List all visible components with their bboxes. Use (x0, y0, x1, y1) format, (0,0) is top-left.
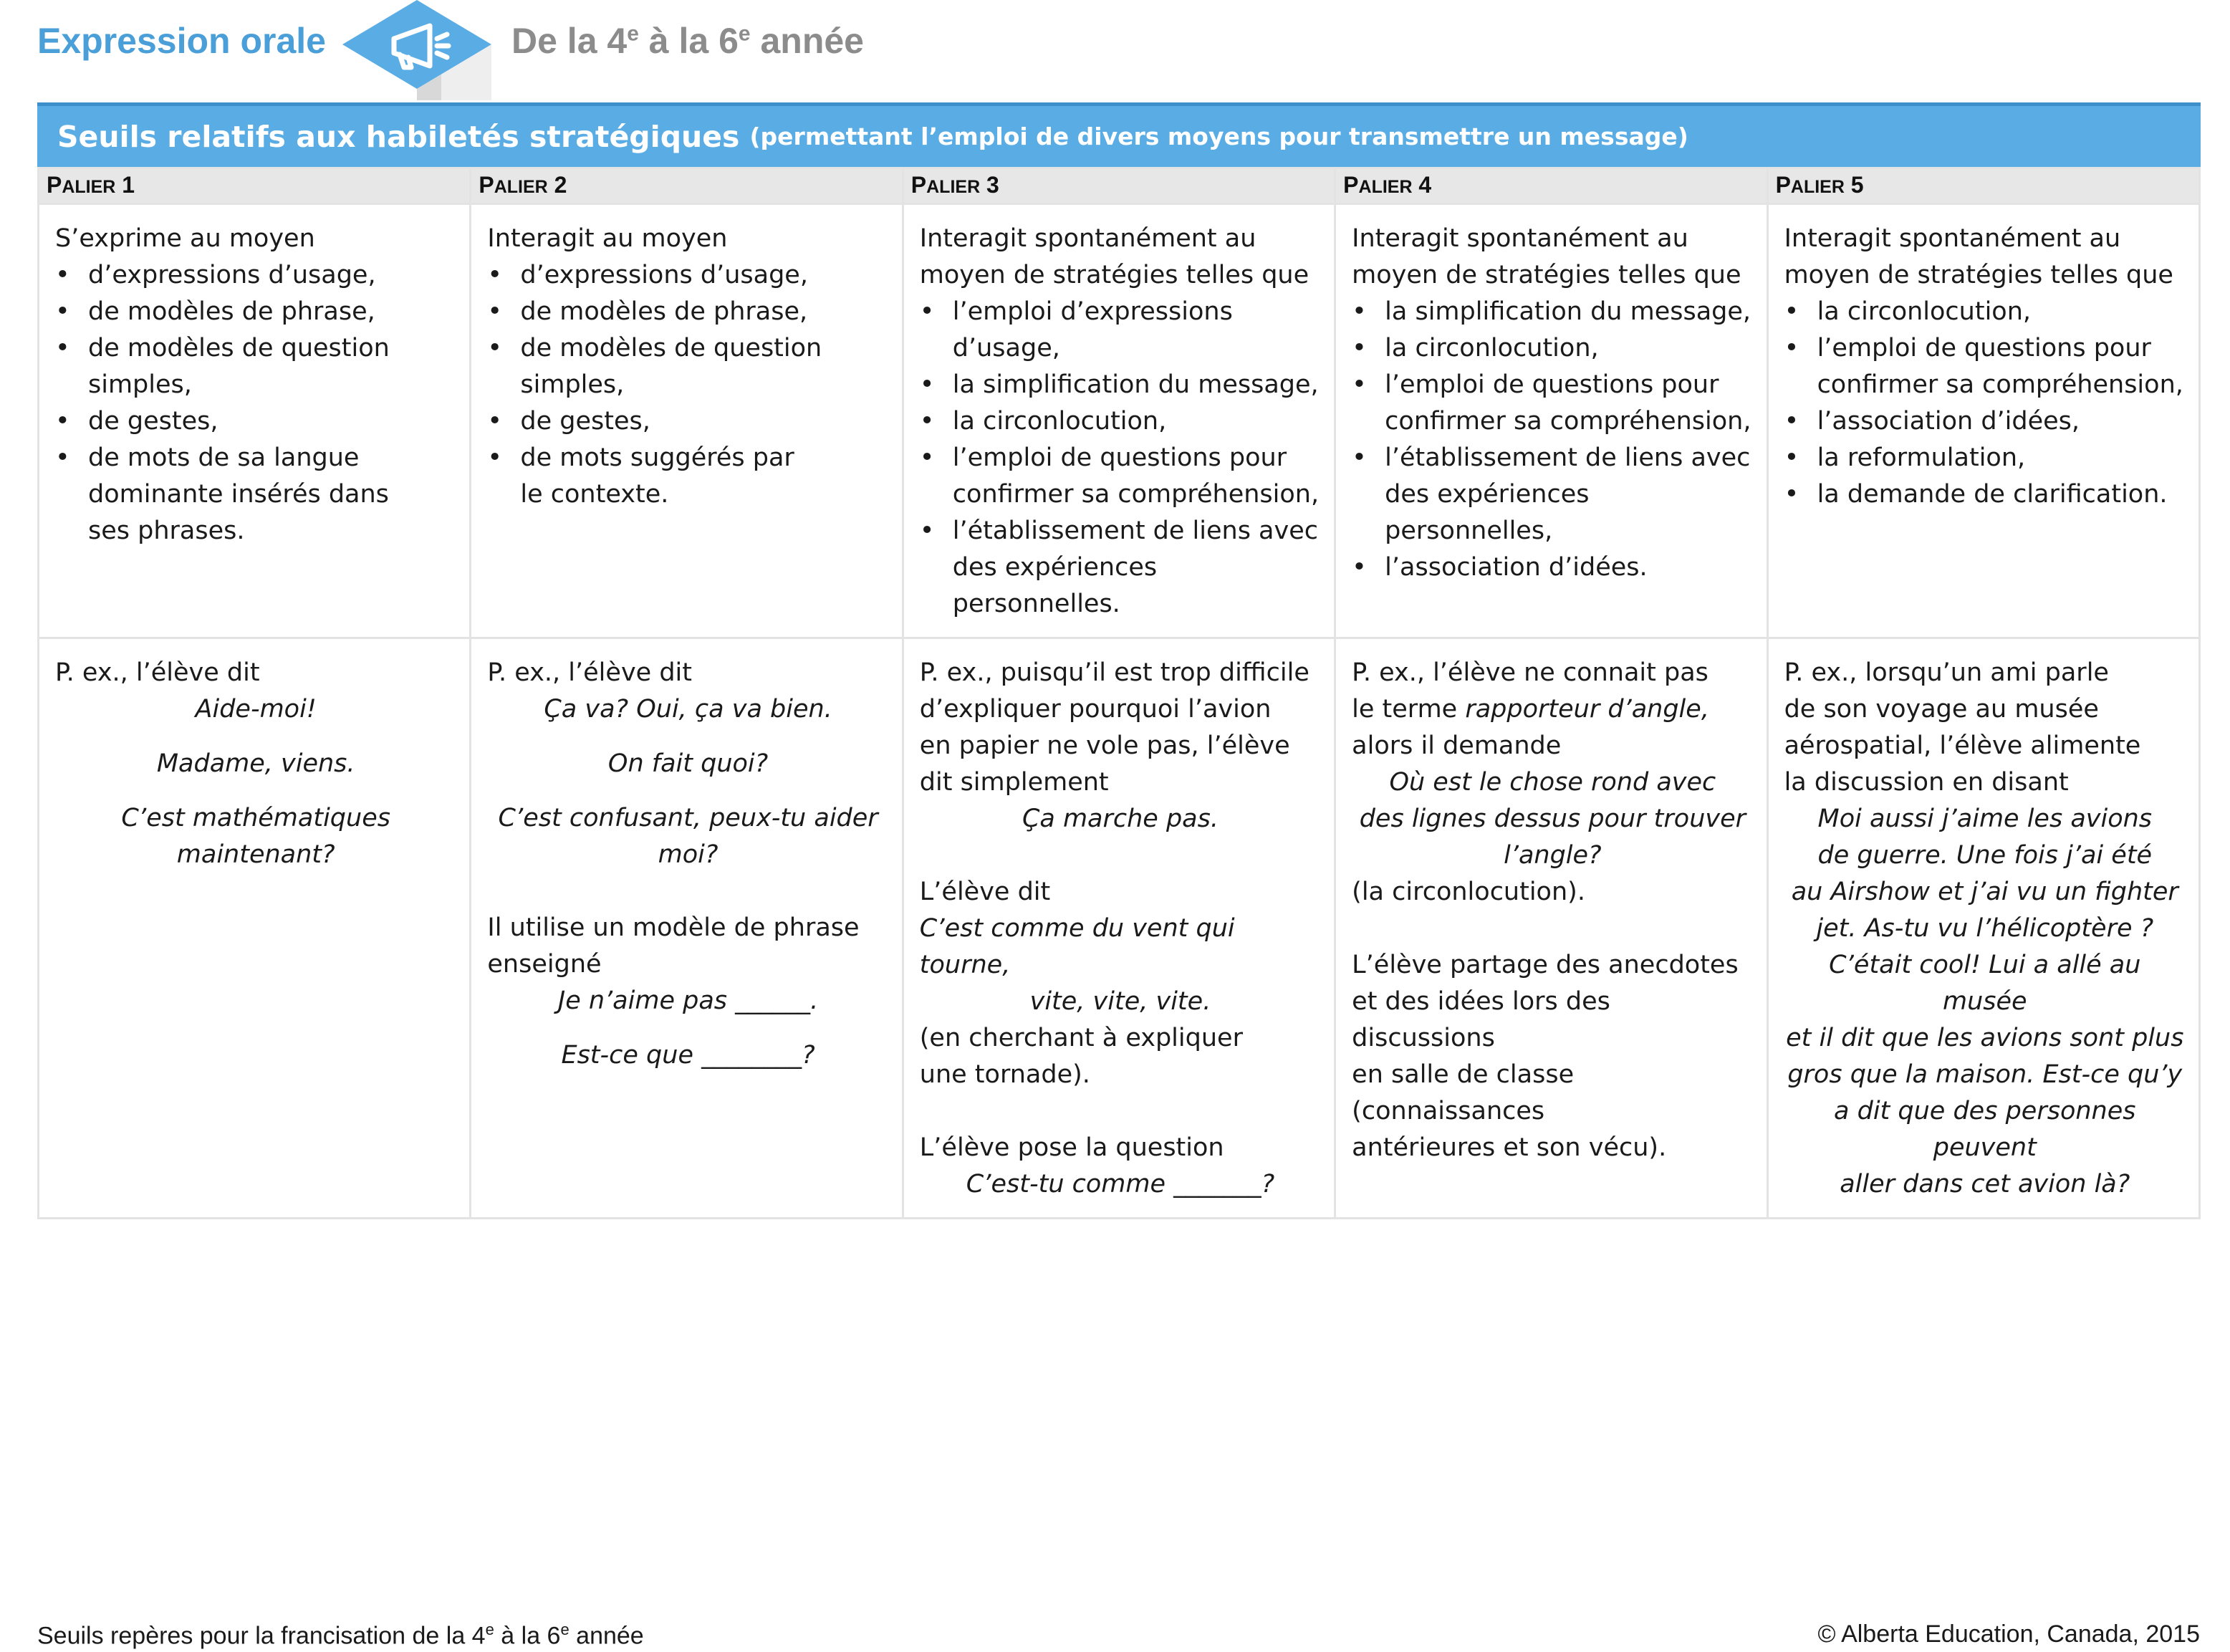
palier-label: ALIER (62, 177, 116, 197)
example-text-line: la discussion en disant (1784, 768, 2069, 797)
bullet-item (1784, 476, 2186, 513)
bullet-icon: • (919, 297, 935, 326)
bullet-item (1784, 294, 2186, 330)
palier-label: ALIER (926, 177, 981, 197)
bullet-item (920, 367, 1321, 403)
cell-intro: moyen de stratégies telles que (1784, 261, 2173, 289)
example-quote-line: C’est comme du vent qui tourne, (919, 914, 1235, 979)
bullet-item (55, 330, 456, 403)
examples-cell-1 (39, 638, 471, 1219)
example-text-line: enseigné (487, 950, 602, 979)
example-quote-line: C’est mathématiques (121, 804, 390, 832)
examples-cell-2 (471, 638, 903, 1219)
blank-line (1352, 911, 1753, 947)
bullet-item (487, 294, 888, 330)
grade-range-text: De la 4 (511, 21, 628, 61)
cell-intro: moyen de stratégies telles que (1352, 261, 1741, 289)
bullet-item (55, 403, 456, 440)
grade-range-text: année (750, 21, 864, 61)
example-text-line (1352, 691, 1753, 728)
bullet-icon: • (919, 517, 935, 545)
example-quote-line: Où est le chose rond avec (1389, 768, 1716, 797)
bullet-item (55, 440, 456, 549)
footer-text: Seuils repères pour la francisation de la 4 (37, 1622, 486, 1650)
bullet-text (1385, 549, 1647, 586)
bullet-icon: • (1784, 297, 1799, 326)
strategies-cell-2 (471, 204, 903, 638)
bullet-line: la circonlocution, (1385, 334, 1599, 362)
example-quote-line: Ça va? Oui, ça va bien. (544, 695, 832, 724)
strategies-cell-1 (39, 204, 471, 638)
bullet-text (953, 440, 1319, 513)
bullet-line: confirmer sa compréhension, (1817, 370, 2183, 399)
example-quote-line: C’est-tu comme _______? (966, 1170, 1275, 1199)
bullet-icon: • (55, 443, 70, 472)
palier-number: 5 (1850, 172, 1864, 198)
bullet-line: des expériences personnelles, (1385, 480, 1590, 545)
palier-label: ALIER (494, 177, 548, 197)
example-text-line: antérieures et son vécu). (1352, 1133, 1667, 1162)
bullet-item (1352, 440, 1753, 549)
bullet-line: simples, (520, 370, 625, 399)
palier-initial: P (1775, 172, 1791, 198)
bullet-line: la reformulation, (1817, 443, 2026, 472)
footer-document-title (37, 1620, 644, 1650)
bullet-text (520, 330, 822, 403)
cell-intro: moyen de stratégies telles que (919, 261, 1309, 289)
bullet-line: l’association d’idées. (1385, 553, 1648, 582)
bullet-text (88, 257, 376, 294)
palier-number: 1 (122, 172, 135, 198)
grade-range-text: à la 6 (638, 21, 739, 61)
line-gap (55, 782, 456, 800)
bullet-icon: • (1352, 443, 1367, 472)
bullet-item (1784, 330, 2186, 403)
bullet-icon: • (487, 334, 503, 362)
cell-intro: Interagit spontanément au (919, 224, 1256, 253)
example-quote-line: jet. As-tu vu l’hélicoptère ? (1816, 914, 2154, 943)
example-quote-line: de guerre. Une fois j’ai été (1817, 841, 2153, 870)
example-quote-line: maintenant? (176, 840, 335, 869)
bullet-line: de gestes, (88, 407, 218, 436)
bullet-line: d’usage, (952, 334, 1060, 362)
grade-range (511, 20, 864, 62)
bullet-text (953, 513, 1321, 623)
example-text-line: dit simplement (919, 768, 1109, 797)
palier-label: ALIER (1790, 177, 1845, 197)
bullet-line: l’emploi de questions pour (1385, 370, 1719, 399)
bullet-text (88, 440, 389, 549)
example-text-line: en papier ne vole pas, l’élève (919, 731, 1290, 760)
bullet-text (1817, 476, 2168, 513)
palier-initial: P (910, 172, 927, 198)
bullet-text (1817, 294, 2031, 330)
bullet-line: l’emploi d’expressions (952, 297, 1233, 326)
cell-intro: Interagit spontanément au (1352, 224, 1688, 253)
example-text-line: L’élève partage des anecdotes (1352, 951, 1739, 979)
bullet-line: l’établissement de liens avec (1385, 443, 1751, 472)
bullet-text (88, 403, 218, 440)
bullet-text (1817, 403, 2080, 440)
bullet-line: de gestes, (520, 407, 650, 436)
example-quote-line: gros que la maison. Est-ce qu’y (1787, 1060, 2183, 1089)
strategies-cell-4 (1335, 204, 1767, 638)
bullet-text (1817, 440, 2026, 476)
bullet-text (1385, 294, 1751, 330)
bullet-line: la circonlocution, (952, 407, 1167, 436)
header-row (39, 168, 2200, 204)
example-quote-line: l’angle? (1504, 841, 1602, 870)
bullet-item (1352, 549, 1753, 586)
bullet-icon: • (55, 297, 70, 326)
palier-number: 4 (1418, 172, 1432, 198)
banner-title: Seuils relatifs aux habiletés stratégiques (57, 119, 740, 154)
bullet-line: ses phrases. (88, 517, 245, 545)
example-text-line: (en cherchant à expliquer (919, 1024, 1243, 1052)
strategies-cell-5 (1767, 204, 2199, 638)
bullet-line: de modèles de question (520, 334, 822, 362)
example-term: rapporteur d’angle, (1465, 695, 1709, 724)
bullet-icon: • (1352, 334, 1367, 362)
palier-header-2 (471, 168, 903, 204)
line-gap (487, 1019, 888, 1037)
palier-header-1 (39, 168, 471, 204)
superscript: e (560, 1620, 569, 1638)
bullet-line: de mots suggérés par (520, 443, 794, 472)
bullet-line: la simplification du message, (952, 370, 1319, 399)
bullet-line: de modèles de question (88, 334, 390, 362)
footer-text: année (569, 1622, 644, 1650)
bullet-line: simples, (88, 370, 192, 399)
bullet-icon: • (919, 443, 935, 472)
line-gap (55, 728, 456, 746)
bullet-item (55, 257, 456, 294)
example-quote-line: des lignes dessus pour trouver (1359, 805, 1746, 833)
bullet-item (487, 403, 888, 440)
bullet-line: confirmer sa compréhension, (1385, 407, 1751, 436)
superscript: e (627, 21, 639, 46)
example-text-line: P. ex., l’élève ne connait pas (1352, 658, 1708, 687)
blank-line (920, 1093, 1321, 1130)
bullet-text (953, 367, 1319, 403)
example-quote-line: au Airshow et j’ai vu un fighter (1791, 878, 2178, 906)
strategies-cell-3 (903, 204, 1335, 638)
example-quote-line: a dit que des personnes peuvent (1834, 1097, 2136, 1162)
example-quote-line: Madame, viens. (156, 749, 355, 778)
page-header (0, 0, 2230, 100)
bullet-line: d’expressions d’usage, (88, 261, 376, 289)
examples-cell-3 (903, 638, 1335, 1219)
bullet-text (953, 403, 1166, 440)
example-text-line: P. ex., l’élève dit (55, 658, 260, 687)
bullet-icon: • (55, 407, 70, 436)
bullet-icon: • (919, 370, 935, 399)
example-text-line: P. ex., puisqu’il est trop difficile (919, 658, 1309, 687)
bullet-icon: • (55, 261, 70, 289)
banner-subtitle: (permettant l’emploi de divers moyens pour transmettre un message) (749, 123, 1688, 150)
bullet-line: l’emploi de questions pour (952, 443, 1287, 472)
bullet-line: dominante insérés dans (88, 480, 389, 509)
bullet-icon: • (487, 261, 503, 289)
bullet-line: des expériences personnelles. (952, 553, 1158, 618)
example-text-line: P. ex., lorsqu’un ami parle (1784, 658, 2109, 687)
footer-copyright: © Alberta Education, Canada, 2015 (1817, 1620, 2200, 1648)
palier-initial: P (1343, 172, 1359, 198)
bullet-item (55, 294, 456, 330)
bullet-line: la demande de clarification. (1817, 480, 2168, 509)
bullet-icon: • (55, 334, 70, 362)
bullet-line: de mots de sa langue (88, 443, 360, 472)
bullet-item (1784, 440, 2186, 476)
bullet-line: de modèles de phrase, (520, 297, 808, 326)
example-text-line: (la circonlocution). (1352, 878, 1585, 906)
bullet-icon: • (1352, 370, 1367, 399)
example-text-line: d’expliquer pourquoi l’avion (919, 695, 1272, 724)
example-text-line: de son voyage au musée (1784, 695, 2099, 724)
bullet-text (88, 330, 390, 403)
blank-line (487, 873, 888, 910)
examples-row (39, 638, 2200, 1219)
strategies-row (39, 204, 2200, 638)
example-quote-line: C’est confusant, peux-tu aider (498, 804, 878, 832)
bullet-text (953, 294, 1233, 367)
bullet-icon: • (487, 443, 503, 472)
cell-intro: Interagit au moyen (487, 224, 728, 253)
bullet-item (487, 330, 888, 403)
section-title: Expression orale (37, 21, 326, 61)
bullet-line: confirmer sa compréhension, (952, 480, 1320, 509)
example-quote-line: vite, vite, vite. (1029, 987, 1211, 1016)
example-text-line: une tornade). (919, 1060, 1090, 1089)
line-gap (487, 782, 888, 800)
bullet-item (1352, 330, 1753, 367)
example-quote-line: On fait quoi? (607, 749, 769, 778)
bullet-item (920, 440, 1321, 513)
bullet-text (520, 294, 807, 330)
bullet-icon: • (1784, 480, 1799, 509)
bullet-line: d’expressions d’usage, (520, 261, 808, 289)
bullet-icon: • (1352, 553, 1367, 582)
bullet-text (1817, 330, 2183, 403)
palier-initial: P (47, 172, 62, 198)
cell-intro: S’exprime au moyen (55, 224, 315, 253)
bullet-line: l’établissement de liens avec (952, 517, 1318, 545)
example-quote-line: Aide-moi! (195, 695, 317, 724)
example-quote-line: Ça marche pas. (1022, 805, 1219, 833)
bullet-line: l’emploi de questions pour (1817, 334, 2151, 362)
bullet-text (1385, 330, 1598, 367)
bullet-item (487, 440, 888, 513)
cell-intro: Interagit spontanément au (1784, 224, 2121, 253)
bullet-text (88, 294, 375, 330)
example-quote-line: et il dit que les avions sont plus (1786, 1024, 2184, 1052)
bullet-item (1352, 294, 1753, 330)
example-text-line: en salle de classe (connaissances (1352, 1060, 1575, 1125)
bullet-text (520, 257, 808, 294)
bullet-item (920, 513, 1321, 623)
palier-header-3 (903, 168, 1335, 204)
example-text-line: et des idées lors des discussions (1352, 987, 1610, 1052)
bullet-text (520, 440, 794, 513)
bullet-icon: • (487, 407, 503, 436)
example-text-line: alors il demande (1352, 731, 1562, 760)
bullet-item (920, 403, 1321, 440)
bullet-icon: • (1784, 334, 1799, 362)
example-quote-line: moi? (658, 840, 718, 869)
superscript: e (738, 21, 751, 46)
palier-initial: P (479, 172, 494, 198)
bullet-text (1385, 367, 1751, 440)
example-quote-line: Est-ce que ________? (561, 1041, 815, 1070)
palier-number: 3 (986, 172, 999, 198)
bullet-item (1784, 403, 2186, 440)
palier-header-4 (1335, 168, 1767, 204)
bullet-icon: • (487, 297, 503, 326)
megaphone-icon (342, 0, 493, 100)
bullet-icon: • (1784, 443, 1799, 472)
example-quote-line: aller dans cet avion là? (1840, 1170, 2130, 1199)
line-gap (487, 728, 888, 746)
example-quote-line: C’était cool! Lui a allé au musée (1829, 951, 2141, 1016)
example-text-line: P. ex., l’élève dit (487, 658, 692, 687)
example-text-line: Il utilise un modèle de phrase (487, 913, 860, 942)
bullet-icon: • (1784, 407, 1799, 436)
example-text-line: L’élève dit (919, 878, 1051, 906)
examples-cell-4 (1335, 638, 1767, 1219)
bullet-line: le contexte. (520, 480, 669, 509)
palier-header-5 (1767, 168, 2199, 204)
bullet-text (520, 403, 650, 440)
example-quote-line: Moi aussi j’aime les avions (1817, 805, 2153, 833)
blank-line (920, 837, 1321, 874)
bullet-line: l’association d’idées, (1817, 407, 2080, 436)
footer-text: à la 6 (494, 1622, 561, 1650)
bullet-line: la simplification du message, (1385, 297, 1751, 326)
bullet-item (920, 294, 1321, 367)
bullet-icon: • (919, 407, 935, 436)
superscript: e (485, 1620, 494, 1638)
examples-cell-5 (1767, 638, 2199, 1219)
palier-label: ALIER (1358, 177, 1413, 197)
palier-number: 2 (554, 172, 567, 198)
example-quote-line: Je n’aime pas ______. (557, 986, 819, 1015)
example-text-line: L’élève pose la question (919, 1133, 1224, 1162)
bullet-icon: • (1352, 297, 1367, 326)
bullet-line: de modèles de phrase, (88, 297, 375, 326)
example-text-line: aérospatial, l’élève alimente (1784, 731, 2141, 760)
bullet-line: la circonlocution, (1817, 297, 2032, 326)
bullet-text (1385, 440, 1753, 549)
thresholds-table (37, 167, 2201, 1219)
example-text: le terme (1352, 695, 1466, 724)
bullet-item (487, 257, 888, 294)
section-banner (37, 102, 2201, 167)
bullet-item (1352, 367, 1753, 440)
